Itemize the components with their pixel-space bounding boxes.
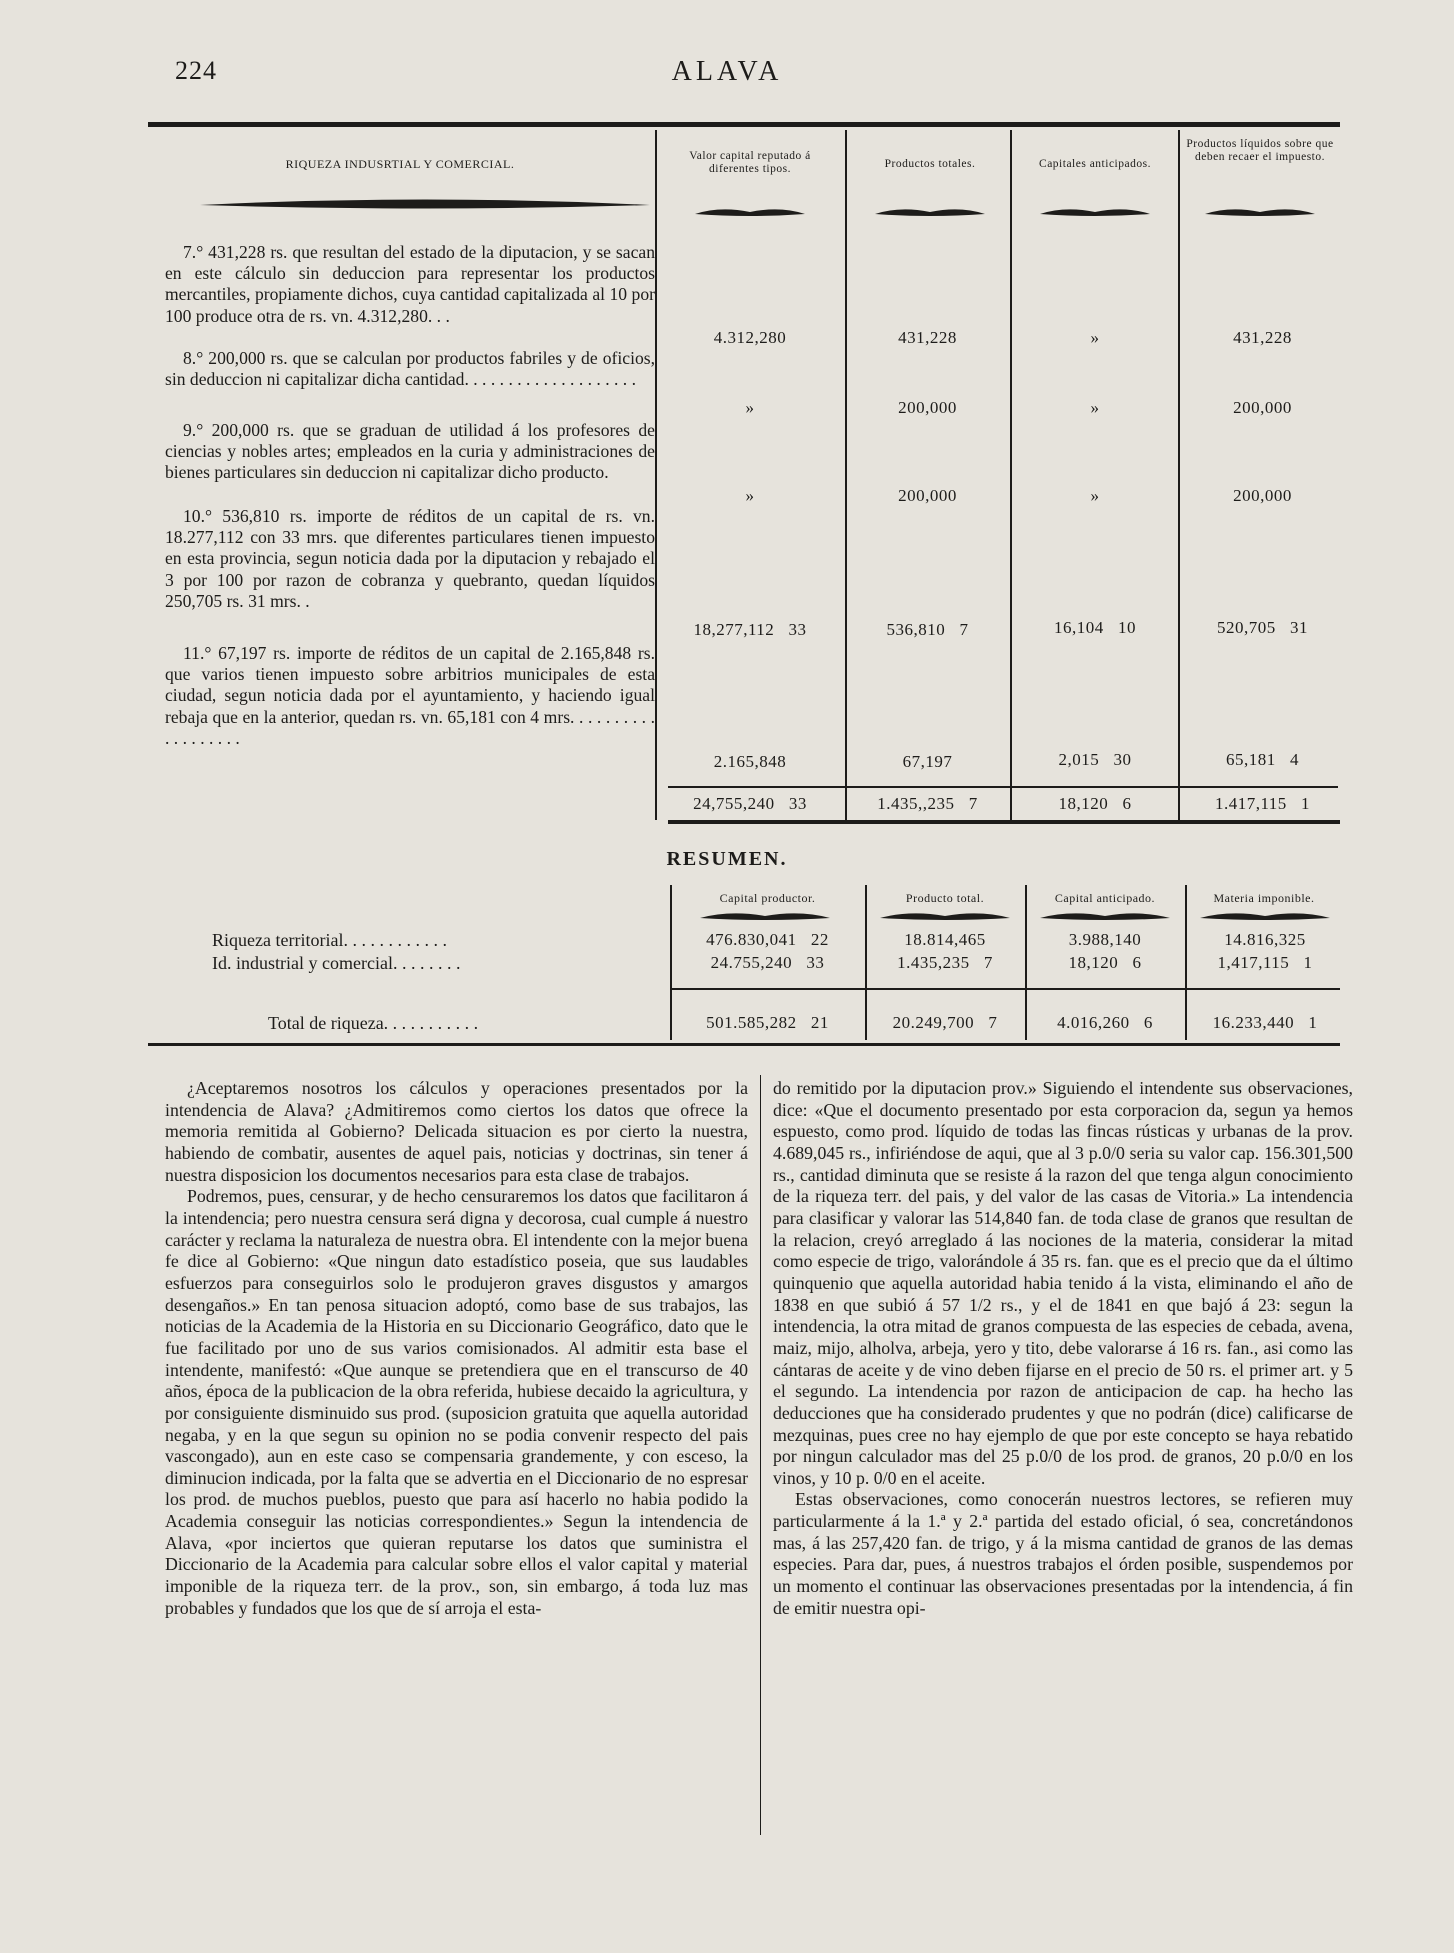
paragraph: Estas observaciones, como conocerán nuestros lectores, se refieren muy particularmente á la 1.ª y 2.ª partida del estado oficial, ó sea, concretándonos mas, á las 257,420 fan. de trigo, y á la misma cantidad de granos de las demas especies. Para dar, pues, á nuestros trabajos el órden posible, suspendemos por un momento el continuar las observaciones presentadas por la intendencia, á fin de emitir nuestra opi- — [773, 1489, 1353, 1618]
header-ornament — [1205, 208, 1315, 218]
resumen-row-label: Id. industrial y comercial. . . . . . . . — [212, 953, 461, 973]
column-header-productos: Productos totales. — [884, 158, 976, 170]
table-total: 1.435,,235 7 — [877, 794, 978, 813]
table-cell: 16,104 10 — [1054, 618, 1136, 637]
page-number: 224 — [175, 56, 217, 85]
table-cell: 431,228 — [898, 328, 957, 347]
column-header-capital: Valor capital reputado á diferentes tipos. — [689, 150, 811, 175]
column-divider — [670, 885, 672, 1040]
header-ornament — [1040, 208, 1150, 218]
table-cell: 431,228 — [1233, 328, 1292, 347]
column-divider — [1185, 885, 1187, 1040]
table-cell: 520,705 31 — [1217, 618, 1308, 637]
resumen-header-anticipado: Capital anticipado. — [1054, 891, 1156, 905]
table-cell: » — [1090, 398, 1100, 417]
resumen-total: 20.249,700 7 — [892, 1013, 998, 1032]
page-title: ALAVA — [671, 56, 783, 87]
resumen-total: 16.233,440 1 — [1212, 1013, 1318, 1032]
resumen-cell: 14.816,325 — [1224, 930, 1306, 949]
header-ornament — [695, 208, 805, 218]
column-divider — [1010, 130, 1012, 820]
table-cell: 65,181 4 — [1226, 750, 1299, 769]
body-right-column — [773, 1078, 1353, 1619]
table-cell: 18,277,112 33 — [693, 620, 807, 639]
header-ornament — [1040, 912, 1170, 922]
resumen-row-label: Riqueza territorial. . . . . . . . . . . . — [212, 930, 447, 950]
table-row-7-text: 7.° 431,228 rs. que resultan del estado de la diputacion, y se sacan en este cálculo sin deduccion para representar los productos mercantiles, propiamente dichos, cuya cantidad capitalizada al 10 por 100 produce otra de rs. vn. 4.312,280. . . — [165, 242, 655, 326]
table-row-10-text: 10.° 536,810 rs. importe de réditos de un capital de rs. vn. 18.277,112 con 33 mrs. que diferentes particulares tienen impuesto en esta provincia, segun noticia dada por la diputacion y rebajado el 3 por 100 por razon de cobranza y quebranto, quedan líquidos 250,705 rs. 31 mrs. . — [165, 506, 655, 611]
column-header-anticipados: Capitales anticipados. — [1039, 158, 1151, 170]
paragraph: Podremos, pues, censurar, y de hecho censuraremos los datos que facilitaron á la intendencia; pero nuestra censura será digna y decorosa, cual cumple á nuestro carácter y reclama la naturaleza de nuestra obra. El intendente con la mejor buena fe dice al Gobierno: «Que ningun dato estadístico poseia, que sus laudables esfuerzos para conseguirlos solo le produjeron graves disgustos y amargos desengaños.» En tan penosa situacion adoptó, como base de sus trabajos, las noticias de la Academia de la Historia en su Diccionario Geográfico, dato que le fue facilitado por uno de sus varios comisionados. Al admitir esta base el intendente, manifestó: «Que aunque se pretendiera que en el transcurso de 40 años, época de la publicacion de la obra referida, hubiese decaido la agricultura, y por consiguiente disminuido sus prod. (suposicion gratuita que aquella autoridad negaba, y en la que segun su opinion no se podia convenir respecto del pais vascongado), aun en este caso se compensaria grandemente, y con esceso, la diminucion indicada, por la falta que se advertia en el Diccionario de no espresar los prod. de muchos pueblos, puesto que para así hacerlo no habia podido la Academia conseguir las noticias correspondientes.» Segun la intendencia de Alava, «por inciertos que quieran reputarse los datos que suministra el Diccionario de la Academia para calcular sobre ellos el valor capital y material imponible de la riqueza terr. de la prov., son, sin embargo, á toda luz mas probables y fundados que los que de sí arroja el esta- — [165, 1186, 748, 1618]
resumen-rule — [672, 988, 1340, 990]
resumen-total: 4.016,260 6 — [1057, 1013, 1153, 1032]
table-total: 18,120 6 — [1058, 794, 1132, 813]
table-cell: » — [1090, 328, 1100, 347]
table-bottom-rule — [668, 820, 1340, 824]
body-left-column — [165, 1078, 748, 1619]
header-ornament — [875, 208, 985, 218]
totals-rule — [668, 786, 1338, 788]
resumen-header-materia: Materia imponible. — [1213, 891, 1315, 905]
column-divider — [865, 885, 867, 1040]
table-cell: 2.165,848 — [713, 752, 787, 771]
resumen-cell: 1.435,235 7 — [897, 953, 993, 972]
header-ornament — [200, 198, 650, 212]
resumen-cell: 18.814,465 — [904, 930, 986, 949]
table-cell: » — [1090, 486, 1100, 505]
resumen-cell: 18,120 6 — [1068, 953, 1142, 972]
resumen-header-producto: Producto total. — [905, 891, 985, 905]
column-divider — [1178, 130, 1180, 820]
resumen-cell: 24.755,240 33 — [710, 953, 825, 972]
table-cell: 200,000 — [1233, 486, 1292, 505]
table-row-8-text: 8.° 200,000 rs. que se calculan por productos fabriles y de oficios, sin deduccion ni capitalizar dicha cantidad. . . . . . . . . . . . . . . . . . . . — [165, 348, 655, 390]
header-ornament — [1200, 912, 1330, 922]
resumen-cell: 476.830,041 22 — [706, 930, 829, 949]
table-cell: 200,000 — [898, 486, 957, 505]
resumen-total: 501.585,282 21 — [706, 1013, 829, 1032]
table-cell: 200,000 — [898, 398, 957, 417]
table-cell: 536,810 7 — [886, 620, 969, 639]
table-cell: 4.312,280 — [713, 328, 787, 347]
column-divider — [845, 130, 847, 820]
table-cell: » — [745, 486, 755, 505]
resumen-header-capital: Capital productor. — [719, 891, 816, 905]
resumen-cell: 1,417,115 1 — [1217, 953, 1313, 972]
table-cell: » — [745, 398, 755, 417]
resumen-title: RESUMEN. — [666, 848, 788, 870]
table-cell: 200,000 — [1233, 398, 1292, 417]
header-ornament — [700, 912, 830, 922]
column-divider — [1025, 885, 1027, 1040]
table-title: RIQUEZA INDUSRTIAL Y COMERCIAL. — [285, 157, 515, 171]
paragraph: do remitido por la diputacion prov.» Siguiendo el intendente sus observaciones, dice: «Que el documento presentado por esta corporacion da, segun ya hemos espuesto, como prod. líquido de todas las fincas rústicas y urbanas de la prov. 4.689,045 rs., infiriéndose de aqui, que al 3 p.0/0 seria su valor cap. 156.301,500 rs., cantidad diminuta que se resiste á la razon del que tenga algun conocimiento de la riqueza terr. del pais, y del valor de las casas de Vitoria.» La intendencia para clasificar y valorar las 514,840 fan. de toda clase de granos que resultan de la relacion, creyó arreglado á las nociones de la materia, considerar la mitad como especie de trigo, valorándole á 35 rs. fan. que es el precio que da el último quinquenio que aquella autoridad habia tenido á la vista, eliminando el año de 1838 en que subió á 57 1/2 rs., y el de 1841 en que bajó á 23: segun la intendencia, la otra mitad de granos compuesta de las especies de cebada, avena, maiz, mijo, alholva, arbeja, yero y tito, debe valorarse á 16 rs. fan., asi como las cántaras de aceite y de vino deben fijarse en el precio de 50 rs. el primer art. y 5 el segundo. La intendencia por razon de anticipacion de cap. ha hecho las deducciones que ha considerado prudentes y que no podrán (dice) calificarse de mezquinas, pues cree no hay ejemplo de que por este concepto se haya rebatido por ningun calculador mas del 25 p.0/0 de los prod. de granos, 20 p.0/0 en los vinos, y 10 p. 0/0 en el aceite. — [773, 1078, 1353, 1488]
table-row-9-text: 9.° 200,000 rs. que se graduan de utilidad á los profesores de ciencias y nobles artes; empleados en la curia y administraciones de bienes particulares sin deduccion ni capitalizar dicho producto. — [165, 420, 655, 483]
table-cell: 2,015 30 — [1058, 750, 1132, 769]
paragraph: ¿Aceptaremos nosotros los cálculos y operaciones presentados por la intendencia de Alava? ¿Admitiremos como ciertos los datos que ofrece la memoria remitida al Gobierno? Delicada situacion es por cierto la nuestra, habiendo de combatir, ausentes de aquel pais, noticias y doctrinas, sin tener á nuestra disposicion los documentos necesarios para esta clase de trabajos. — [165, 1078, 748, 1185]
table-cell: 67,197 — [902, 752, 953, 771]
resumen-cell: 3.988,140 — [1068, 930, 1142, 949]
column-header-liquidos: Productos líquidos sobre que deben recaer el impuesto. — [1186, 138, 1334, 163]
resumen-total-label: Total de riqueza. . . . . . . . . . . — [268, 1013, 479, 1033]
header-ornament — [880, 912, 1010, 922]
column-separator — [760, 1075, 761, 1835]
table-row-11-text: 11.° 67,197 rs. importe de réditos de un capital de 2.165,848 rs. que varios tienen impuesto sobre arbitrios municipales de esta ciudad, segun noticia dada por el ayuntamiento, y haciendo igual rebaja que en la anterior, quedan rs. vn. 65,181 con 4 mrs. . . . . . . . . . . . . . . . . . . — [165, 643, 655, 748]
resumen-bottom-rule — [148, 1043, 1340, 1046]
table-total: 1.417,115 1 — [1214, 794, 1311, 813]
table-top-rule — [148, 122, 1340, 127]
table-total: 24,755,240 33 — [693, 794, 807, 813]
column-divider — [655, 130, 657, 820]
